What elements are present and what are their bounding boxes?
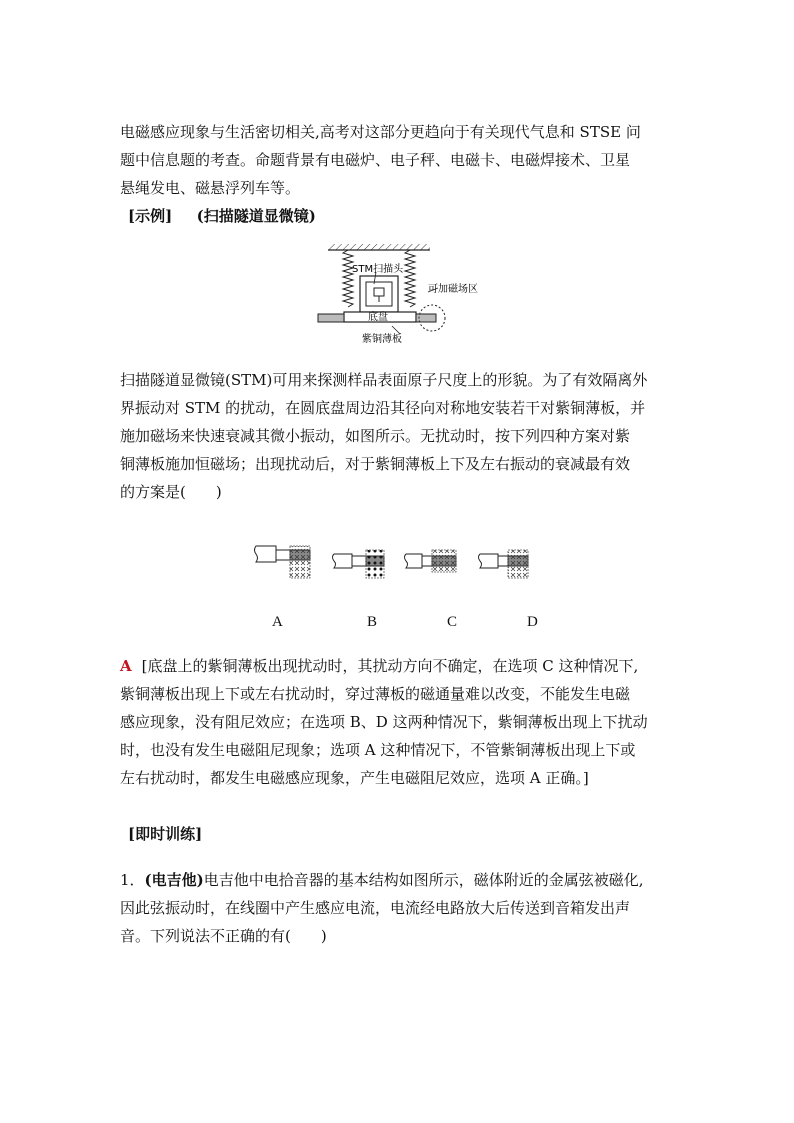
example-title: (扫描隧道显微镜) [196, 207, 316, 225]
answer-line-first [120, 652, 680, 680]
example-heading [128, 202, 688, 230]
options-figure [252, 542, 552, 586]
option-d-diagram [479, 550, 529, 578]
question-paragraph [120, 366, 680, 506]
spring-left [343, 250, 353, 307]
training-heading: [即时训练] [128, 825, 203, 843]
example-tag: [示例] [128, 207, 173, 225]
question-line: 铜薄板施加恒磁场；出现扰动后，对于紫铜薄板上下及左右振动的衰减最有效 [120, 455, 631, 473]
question-line: 的方案是( ) [120, 483, 222, 501]
answer-line: 紫铜薄板出现上下或左右扰动时，穿过薄板的磁通量难以改变，不能发生电磁 [120, 685, 631, 703]
copper-plate-left [318, 314, 344, 322]
intro-paragraph [120, 118, 680, 202]
option-label-c: C [447, 614, 458, 630]
answer-paragraph [120, 652, 680, 792]
problem-number: 1． [120, 871, 145, 889]
stm-figure [310, 240, 500, 350]
option-label-a: A [272, 614, 283, 630]
problem-1-line: 因此弦振动时，在线圈中产生感应电流，电流经电路放大后传送到音箱发出声 [120, 899, 631, 917]
spring-right [405, 250, 415, 307]
problem-text: 电吉他中电拾音器的基本结构如图所示，磁体附近的金属弦被磁化, [203, 871, 644, 889]
option-c-diagram [405, 550, 457, 572]
option-b-diagram [333, 550, 385, 578]
question-line: 施加磁场来快速衰减其微小振动，如图所示。无扰动时，按下列四种方案对紫 [120, 427, 631, 445]
problem-1-line-first [120, 866, 680, 894]
label-magnetic-zone: 可加磁场区 [428, 284, 478, 295]
answer-text: [底盘上的紫铜薄板出现扰动时，其扰动方向不确定，在选项 C 这种情况下, [141, 657, 639, 675]
answer-line: 时，也没有发生电磁阻尼现象；选项 A 这种情况下，不管紫铜薄板出现上下或 [120, 741, 636, 759]
intro-line: 悬绳发电、磁悬浮列车等。 [120, 179, 301, 197]
intro-line: 题中信息题的考查。命题背景有电磁炉、电子秤、电磁卡、电磁焊接术、卫星 [120, 151, 631, 169]
stm-tip [374, 288, 384, 296]
label-copper-plate: 紫铜薄板 [362, 334, 402, 345]
option-label-b: B [367, 614, 378, 630]
problem-1-line: 音。下列说法不正确的有( ) [120, 927, 327, 945]
question-line: 扫描隧道显微镜(STM)可用来探测样品表面原子尺度上的形貌。为了有效隔离外 [120, 371, 648, 389]
answer-letter: A [120, 657, 132, 675]
answer-line: 感应现象，没有阻尼效应；在选项 B、D 这两种情况下，紫铜薄板出现上下扰动 [120, 713, 648, 731]
ceiling [328, 244, 430, 250]
answer-line: 左右扰动时，都发生电磁感应现象，产生电磁阻尼效应，选项 A 正确。] [120, 769, 589, 787]
problem-1 [120, 866, 680, 950]
option-label-d: D [527, 614, 538, 630]
option-a-diagram [255, 546, 311, 578]
question-line: 界振动对 STM 的扰动，在圆底盘周边沿其径向对称地安装若干对紫铜薄板，并 [120, 399, 646, 417]
label-base: 底盘 [368, 312, 388, 323]
label-stm-head: STM扫描头 [352, 264, 404, 275]
problem-topic: (电吉他) [144, 871, 204, 889]
intro-line: 电磁感应现象与生活密切相关,高考对这部分更趋向于有关现代气息和 STSE 问 [120, 123, 641, 141]
